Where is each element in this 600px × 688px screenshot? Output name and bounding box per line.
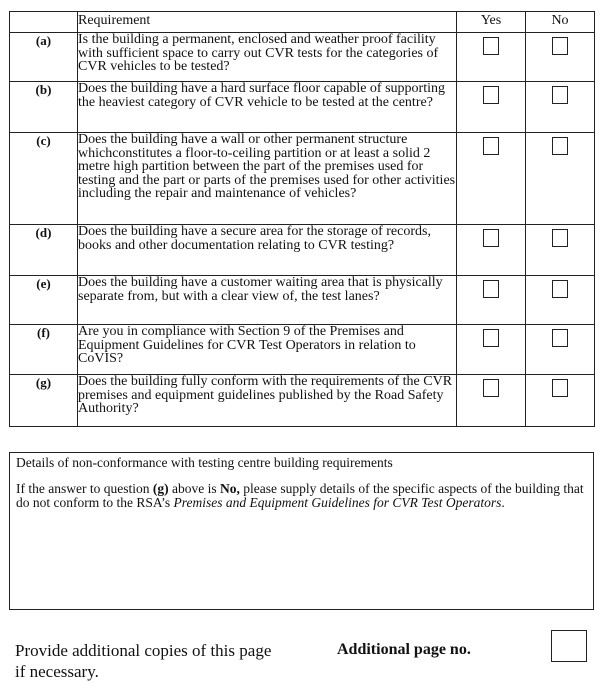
no-checkbox[interactable] bbox=[552, 137, 568, 155]
row-letter: (f) bbox=[10, 325, 78, 375]
no-checkbox[interactable] bbox=[552, 86, 568, 104]
additional-page-label: Additional page no. bbox=[337, 641, 471, 658]
header-blank bbox=[10, 12, 78, 33]
table-row bbox=[10, 325, 595, 375]
table-row bbox=[10, 33, 595, 82]
details-instructions: If the answer to question (g) above is No, please supply details of the specific aspects of the building that do not conform to the RSA’s Premises and Equipment Guidelines for CVR Test Operators. bbox=[16, 481, 584, 510]
row-letter: (c) bbox=[10, 133, 78, 225]
header-requirement: Requirement bbox=[78, 12, 457, 33]
table-row bbox=[10, 133, 595, 225]
table-row bbox=[10, 276, 595, 325]
row-question: Does the building have a hard surface floor capable of supporting the heaviest category of CVR vehicle to be tested at the centre? bbox=[78, 82, 457, 133]
table-header-row bbox=[10, 12, 595, 33]
no-checkbox[interactable] bbox=[552, 280, 568, 298]
row-letter: (g) bbox=[10, 375, 78, 427]
table-row bbox=[10, 82, 595, 133]
row-question: Are you in compliance with Section 9 of the Premises and Equipment Guidelines for CVR Test Operators in relation to CoVIS? bbox=[78, 325, 457, 375]
row-letter: (e) bbox=[10, 276, 78, 325]
header-no: No bbox=[526, 12, 595, 33]
row-question: Does the building have a customer waiting area that is physically separate from, but with a clear view of, the test lanes? bbox=[78, 276, 457, 325]
requirements-table bbox=[9, 11, 595, 427]
row-question: Does the building have a wall or other permanent structure whichconstitutes a floor-to-ceiling partition or at least a solid 2 metre high partition between the part of the premises used for testing and the part or parts of the premises used for other activities including the repair and maintenance of vehicles? bbox=[78, 133, 457, 225]
yes-checkbox[interactable] bbox=[483, 379, 499, 397]
no-checkbox[interactable] bbox=[552, 229, 568, 247]
yes-checkbox[interactable] bbox=[483, 37, 499, 55]
yes-checkbox[interactable] bbox=[483, 137, 499, 155]
yes-checkbox[interactable] bbox=[483, 229, 499, 247]
additional-page-number-field[interactable] bbox=[551, 630, 587, 662]
additional-copies-note: Provide additional copies of this page if necessary. bbox=[15, 641, 272, 681]
header-yes: Yes bbox=[457, 12, 526, 33]
no-checkbox[interactable] bbox=[552, 329, 568, 347]
table-row bbox=[10, 375, 595, 427]
row-letter: (d) bbox=[10, 225, 78, 276]
yes-checkbox[interactable] bbox=[483, 280, 499, 298]
no-checkbox[interactable] bbox=[552, 37, 568, 55]
yes-checkbox[interactable] bbox=[483, 86, 499, 104]
row-question: Does the building fully conform with the requirements of the CVR premises and equipment guidelines published by the Road Safety Authority? bbox=[78, 375, 457, 427]
details-title: Details of non-conformance with testing centre building requirements bbox=[16, 455, 393, 470]
no-checkbox[interactable] bbox=[552, 379, 568, 397]
row-letter: (a) bbox=[10, 33, 78, 82]
table-row bbox=[10, 225, 595, 276]
row-letter: (b) bbox=[10, 82, 78, 133]
row-question: Is the building a permanent, enclosed and weather proof facility with sufficient space to carry out CVR tests for the categories of CVR vehicles to be tested? bbox=[78, 33, 457, 82]
row-question: Does the building have a secure area for the storage of records, books and other documentation relating to CVR testing? bbox=[78, 225, 457, 276]
non-conformance-details-box[interactable] bbox=[9, 452, 594, 610]
yes-checkbox[interactable] bbox=[483, 329, 499, 347]
